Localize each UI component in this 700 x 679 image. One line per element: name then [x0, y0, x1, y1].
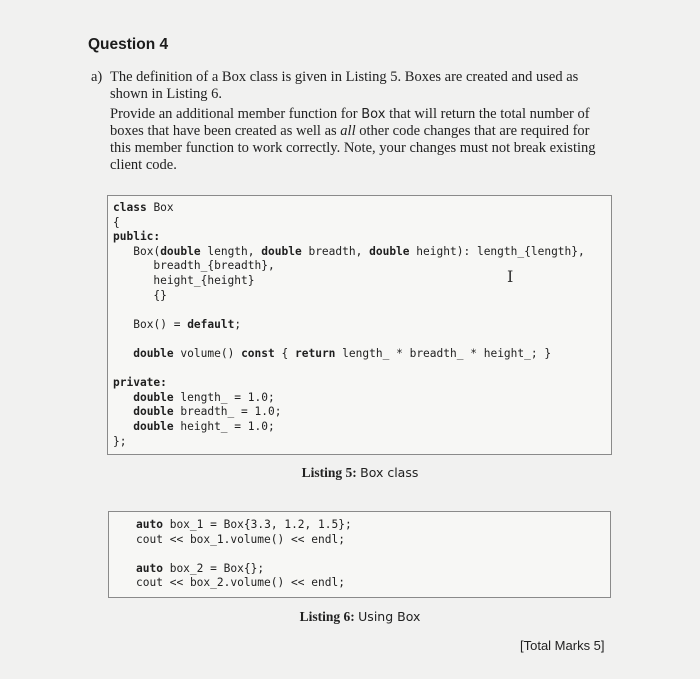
listing-5-line: };: [113, 434, 127, 448]
listing-5-line: private:: [113, 376, 167, 390]
listing-5-line: public:: [113, 230, 161, 244]
question-task: [110, 106, 610, 174]
listing-6-code: [136, 518, 352, 591]
listing-5-caption: [240, 465, 480, 481]
listing-5-line: double volume() const { return length_ * breadth_ * height_; }: [133, 346, 552, 360]
part-label: a): [91, 69, 103, 85]
listing-6-box: [108, 511, 611, 598]
listing-5-line: class Box: [113, 201, 174, 214]
listing-6-line: cout << box_2.volume() << endl;: [136, 576, 345, 590]
listing-6-caption-text: Using Box: [358, 609, 421, 624]
listing-5-line: double breadth_ = 1.0;: [133, 405, 282, 419]
listing-5-line: {}: [153, 288, 167, 302]
text-cursor-icon: I: [507, 267, 514, 286]
intro-text: The definition of a Box class is given in Listing 5. Boxes are created and used as shown in Listing 6.: [110, 69, 579, 102]
question-intro: [110, 69, 610, 103]
listing-5-line: double height_ = 1.0;: [133, 419, 275, 433]
listing-5-line: [113, 303, 585, 318]
listing-5-line: [113, 332, 585, 347]
listing-6-caption-label: Listing 6:: [299, 609, 355, 624]
task-emphasis: all: [340, 123, 356, 139]
listing-6-line: auto box_1 = Box{3.3, 1.2, 1.5};: [136, 518, 352, 531]
listing-6-line: cout << box_1.volume() << endl;: [136, 532, 345, 546]
listing-6-caption: [240, 609, 480, 625]
listing-5-line: Box() = default;: [133, 317, 242, 331]
listing-5-caption-text: Box class: [360, 465, 419, 480]
listing-5-line: [113, 362, 585, 377]
listing-6-line: [136, 547, 352, 562]
listing-5-line: Box(double length, double breadth, double height): length_{length},: [133, 244, 585, 258]
total-marks: [Total Marks 5]: [520, 638, 605, 653]
listing-5-line: {: [113, 215, 120, 229]
listing-6-line: auto box_2 = Box{};: [136, 561, 265, 575]
question-title: Question 4: [88, 36, 169, 53]
listing-5-caption-label: Listing 5:: [301, 465, 357, 480]
listing-5-line: height_{height}: [153, 273, 255, 287]
task-text-a: Provide an additional member function for: [110, 106, 362, 122]
listing-5-line: double length_ = 1.0;: [133, 390, 275, 404]
task-code-box: Box: [361, 107, 386, 122]
listing-5-box: [107, 195, 612, 455]
task-text-c: other code changes that are required for this member function to work correctly. Note, your changes must not break existing client code.: [110, 123, 596, 173]
task-text-b: that will return the total number of boxes that have been created as well as: [110, 106, 590, 139]
listing-5-code: [113, 201, 585, 449]
listing-5-line: breadth_{breadth},: [153, 259, 275, 273]
